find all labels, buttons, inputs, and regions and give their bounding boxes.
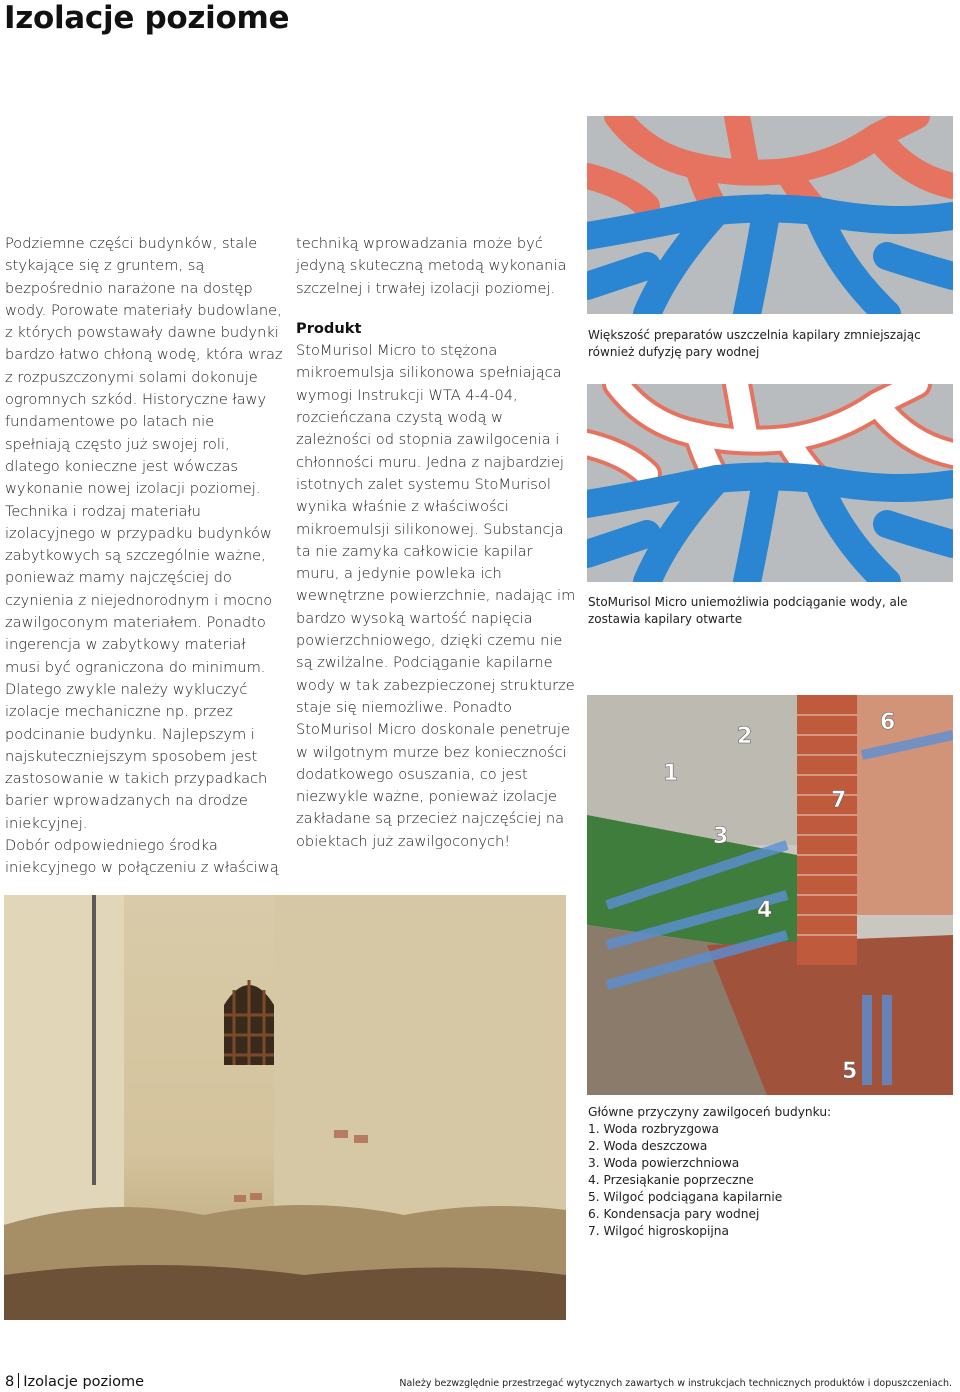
list-item: 7. Wilgoć higroskopijna (588, 1224, 730, 1238)
intro-paragraph: techniką wprowadzania może być jedyną skuteczną metodą wykonania szczelnej i trwałej izolacji poziomej. (296, 235, 567, 297)
list-item: 2. Woda deszczowa (588, 1139, 708, 1153)
moisture-sources-svg (587, 695, 953, 1095)
list-item: 3. Woda powierzchniowa (588, 1156, 740, 1170)
list-item: 5. Wilgoć podciągana kapilarnie (588, 1190, 783, 1204)
moisture-sources-diagram (587, 695, 953, 1095)
capillary-diagram-sealed (587, 116, 953, 314)
text-column-2 (296, 233, 578, 853)
page-title: Izolacje poziome (4, 0, 290, 36)
list-item: 1. Woda rozbryzgowa (588, 1122, 719, 1136)
body-paragraph: Podziemne części budynków, stale stykające się z gruntem, są bezpośrednio narażone na dostęp wody. Porowate materiały budowlane, z których powstawały dawne budynki bardzo łatwo chłoną wodę, która wraz z rozpuszczonymi solami dokonuje ogromnych szkód. Historyczne ławy fundamentowe po latach nie spełniają często już swojej roli, dlatego konieczne jest wówczas wykonanie nowej izolacji poziomej. Technika i rodzaj materiału izolacyjnego w przypadku budynków zabytkowych są szczególnie ważne, ponieważ mamy najczęściej do czynienia z niejednorodnym i mocno zawilgoconym materiałem. Ponadto ingerencja w zabytkowy materiał musi być ograniczona do minimum. Dlatego zwykle należy wykluczyć izolacje mechaniczne np. przez podcinanie budynku. Najlepszym i najskuteczniejszym sposobem jest zastosowanie w takich przypadkach barier wprowadzanych na drodze iniekcyjnej. (5, 235, 283, 832)
footer-page-label (5, 1373, 144, 1390)
diagram-label-3: 3 (713, 824, 729, 849)
body-paragraph: Dobór odpowiedniego środka iniekcyjnego w połączeniu z właściwą (5, 837, 279, 877)
diagram-label-2: 2 (737, 724, 753, 749)
diagram-label-4: 4 (757, 898, 773, 923)
capillary-diagram-open (587, 384, 953, 582)
section-heading-produkt: Produkt (296, 319, 362, 337)
list-item: 6. Kondensacja pary wodnej (588, 1207, 760, 1221)
capillary-diagram-open-svg (587, 384, 953, 582)
product-paragraph: StoMurisol Micro to stężona mikroemulsja silikonowa spełniająca wymogi Instrukcji WTA 4-4-04, rozcieńczana czystą wodą w zależności od stopnia zawilgocenia i chłonności muru. Jedna z najbardziej istotnych zalet systemu StoMurisol wynika właśnie z właściwości mikroemulsji silikonowej. Substancja ta nie zamyka całkowicie kapilar muru, a jedynie powleka ich wewnętrzne powierzchnie, nadając im bardzo wysoką wartość napięcia powierzchniowego, dzięki czemu nie są zwilżalne. Podciąganie kapilarne wody w tak zabezpieczonej strukturze staje się niemożliwe. Ponadto StoMurisol Micro doskonale penetruje w wilgotnym murze bez konieczności dodatkowego osuszania, co jest niezwykle ważne, ponieważ izolacje zakładane są przecież najczęściej na obiektach już zawilgoconych! (296, 342, 576, 850)
list-item: 4. Przesiąkanie poprzeczne (588, 1173, 754, 1187)
footer-note: Należy bezwzględnie przestrzegać wytycznych zawartych w instrukcjach technicznych produktów i dopuszczeniach. (399, 1378, 952, 1389)
causes-title: Główne przyczyny zawilgoceń budynku: (588, 1105, 832, 1119)
diagram-label-5: 5 (842, 1059, 858, 1084)
diagram-label-7: 7 (831, 788, 847, 813)
page-number: 8 (5, 1374, 15, 1390)
text-column-1 (5, 233, 283, 880)
damp-wall-photo (4, 895, 566, 1320)
moisture-causes-list (588, 1104, 948, 1240)
figure-caption-1: Większość preparatów uszczelnia kapilary zmniejszając również dufyzję pary wodnej (588, 328, 921, 359)
diagram-label-1: 1 (663, 761, 679, 786)
diagram-label-6: 6 (880, 710, 896, 735)
footer-section-name: Izolacje poziome (23, 1374, 145, 1390)
figure-caption-2: StoMurisol Micro uniemożliwia podciąganie wody, ale zostawia kapilary otwarte (588, 595, 908, 626)
damp-wall-photo-svg (4, 895, 566, 1320)
capillary-diagram-sealed-svg (587, 116, 953, 314)
footer-divider (18, 1373, 19, 1388)
